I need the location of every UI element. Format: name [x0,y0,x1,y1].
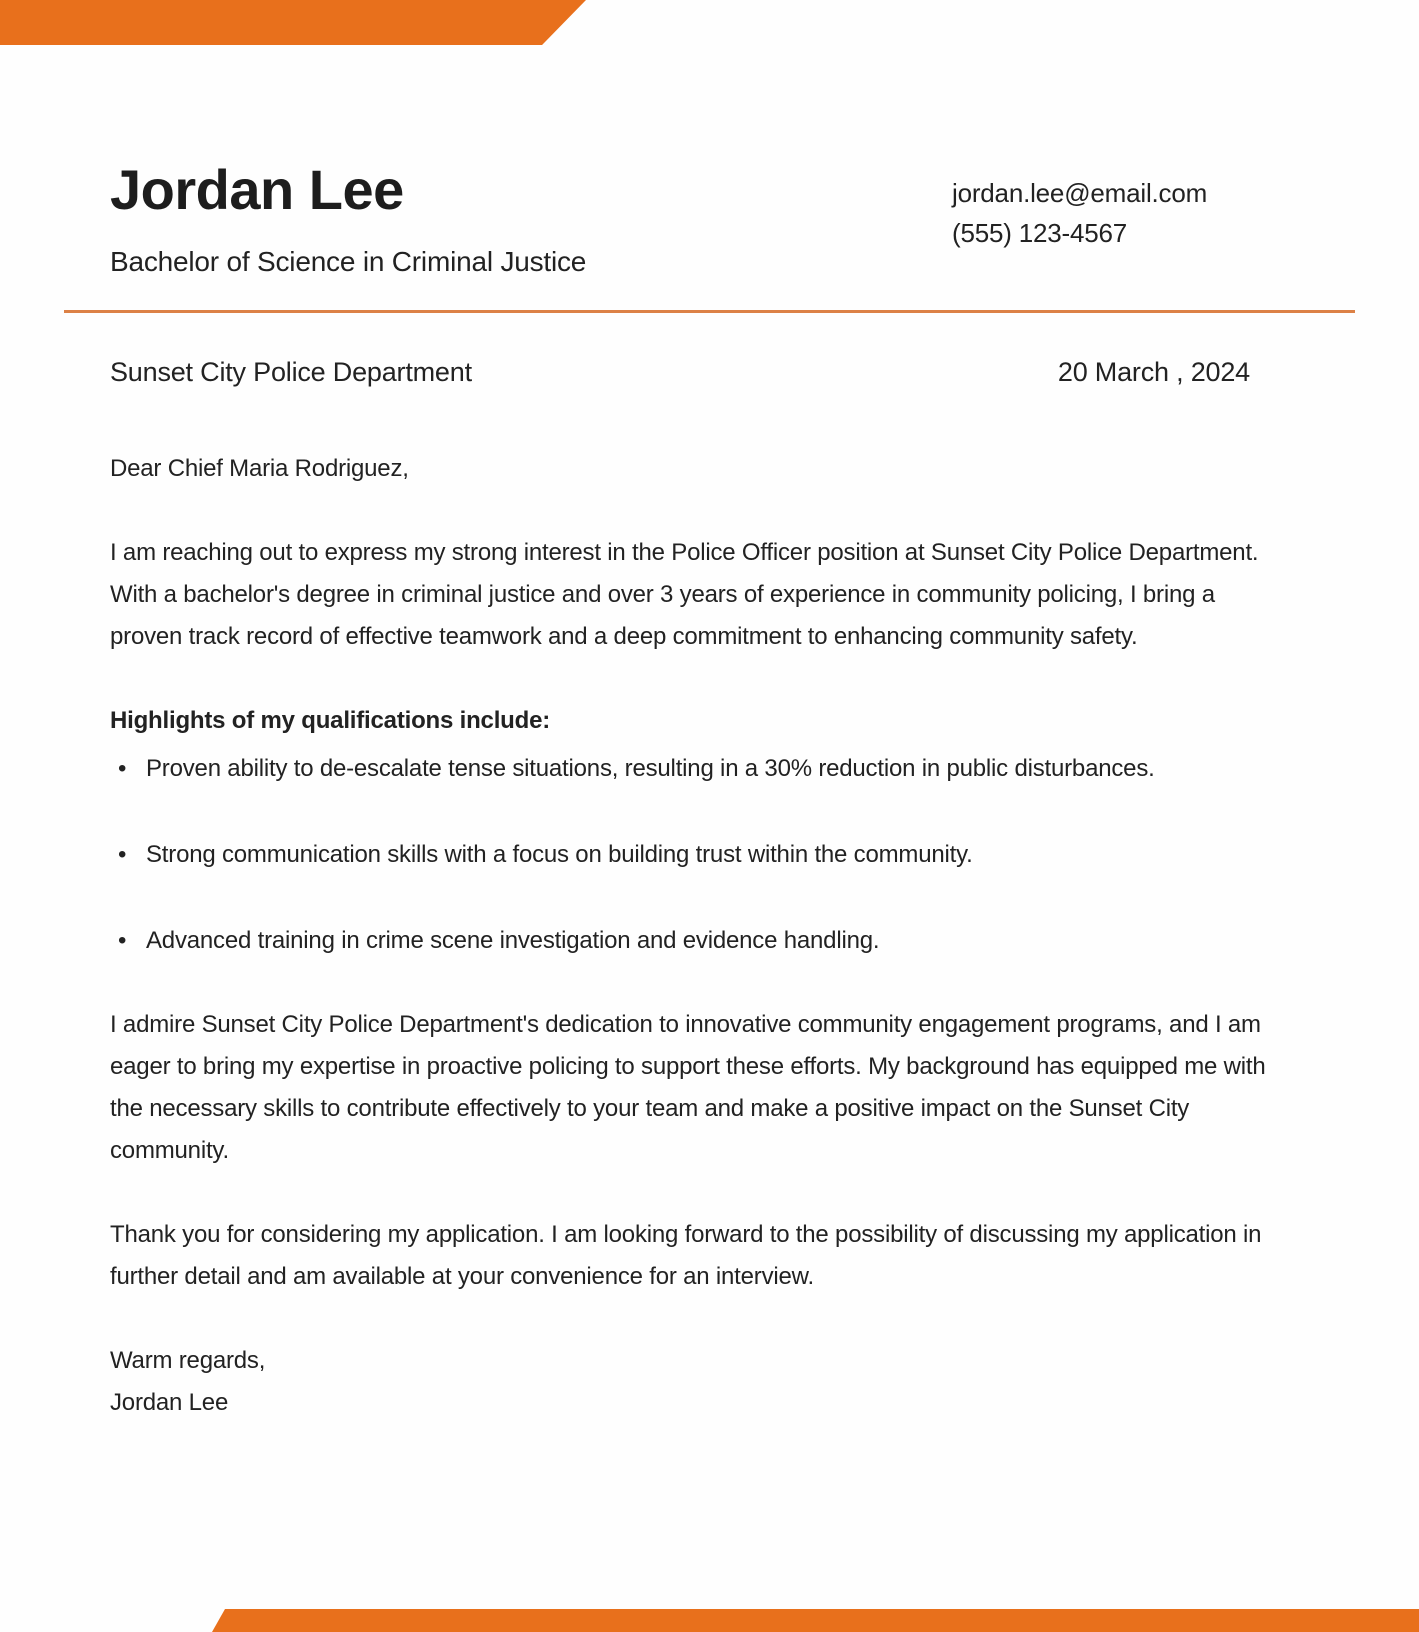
letter-body [110,448,1278,1424]
highlight-item: • Strong communication skills with a focus on building trust within the community. [110,834,1278,876]
signature-name: Jordan Lee [110,1389,229,1416]
paragraph-admire: I admire Sunset City Police Department's dedication to innovative community engagement programs, and I am eager to bring my expertise in proactive policing to support these efforts. My background has equipped me with the necessary skills to contribute effectively to your team and make a positive impact on the Sunset City community. [110,1011,1266,1164]
applicant-degree: Bachelor of Science in Criminal Justice [110,246,587,277]
bottom-accent-banner [212,1609,1419,1632]
recipient-date-row [110,352,1250,392]
contact-block [952,173,1207,253]
closing-phrase: Warm regards, [110,1347,266,1374]
salutation: Dear Chief Maria Rodriguez, [110,455,409,482]
highlights-heading: Highlights of my qualifications include: [110,707,551,734]
paragraph-thanks: Thank you for considering my application. I am looking forward to the possibility of discussing my application in further detail and am available at your convenience for an interview. [110,1221,1262,1290]
highlight-item: • Advanced training in crime scene investigation and evidence handling. [110,920,1278,962]
highlights-list [110,748,1278,962]
contact-email: jordan.lee@email.com [952,178,1208,208]
header-divider [64,310,1355,313]
contact-phone: (555) 123-4567 [952,218,1127,248]
closing-block [110,1340,1278,1424]
top-accent-banner [0,0,586,45]
letter-date: 20 March , 2024 [1057,357,1250,387]
recipient-organization: Sunset City Police Department [110,357,472,387]
applicant-name: Jordan Lee [110,158,404,221]
highlight-item: • Proven ability to de-escalate tense situations, resulting in a 30% reduction in public disturbances. [110,748,1278,790]
paragraph-intro: I am reaching out to express my strong interest in the Police Officer position at Sunset City Police Department. With a bachelor's degree in criminal justice and over 3 years of experience in community policing, I bring a proven track record of effective teamwork and a deep commitment to enhancing community safety. [110,539,1259,650]
